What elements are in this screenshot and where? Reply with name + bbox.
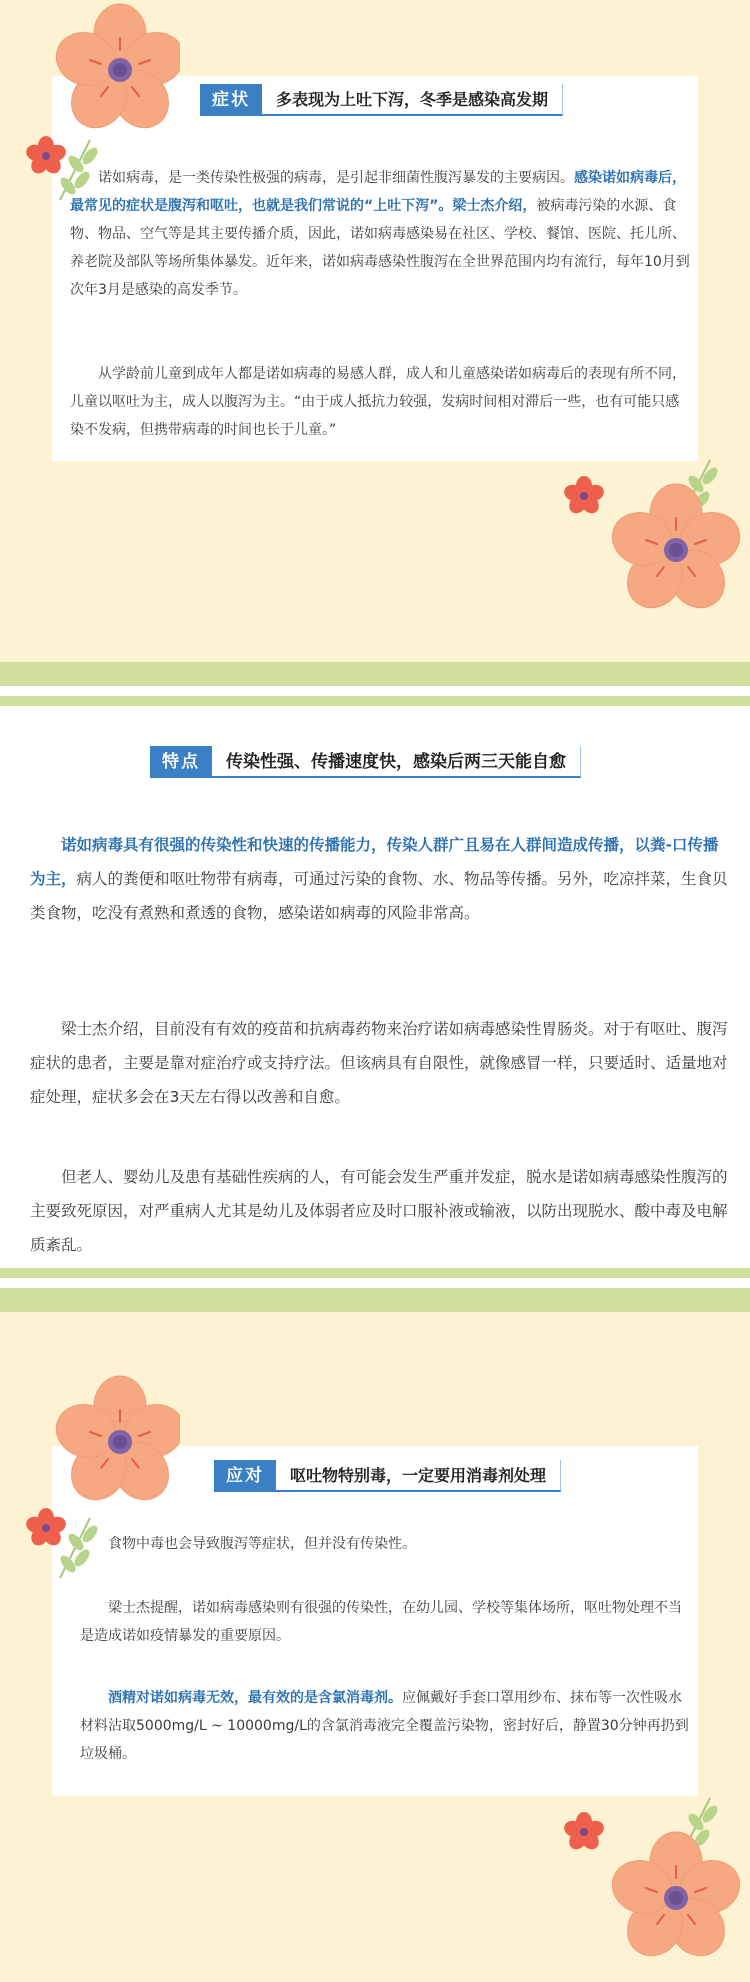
- divider-stripe: [0, 1268, 750, 1278]
- section2-heading: [150, 746, 581, 778]
- section1-tag: 症状: [200, 84, 262, 116]
- flower-decoration-section3-left: [20, 1372, 180, 1602]
- section1-heading: [200, 84, 563, 116]
- section2-paragraph-1: [30, 828, 730, 930]
- section1-p1-highlight: 感染诺如病毒后，最常见的症状是腹泻和呕吐，也就是我们常说的“上吐下泻”。: [70, 170, 686, 214]
- section2-paragraph-3: 但老人、婴幼儿及患有基础性疾病的人，有可能会发生严重并发症，脱水是诺如病毒感染性腹泻的主要致死原因，对严重病人尤其是幼儿及体弱者应及时口服补液或输液，以防出现脱水、酸中毒及电解质紊乱。: [30, 1168, 728, 1254]
- flower-decoration-section3-right: [560, 1758, 750, 1978]
- section1-p1-highlight-2: 梁士杰介绍，: [452, 198, 537, 214]
- section3-p3-highlight: 酒精对诺如病毒无效，最有效的是含氯消毒剂。: [108, 1690, 402, 1706]
- flower-decoration-top-left: [20, 0, 180, 230]
- section2-title: 传染性强、传播速度快，感染后两三天能自愈: [212, 746, 581, 778]
- section1-p1-text-2: 被病毒污染的水源、食物、物品、空气等是其主要传播介质，因此，诺如病毒感染易在社区、学校、餐馆、医院、托儿所、养老院及部队等场所集体暴发。近年来，诺如病毒感染性腹泻在全世界范围内均有流行，每年10月到次年3月是感染的高发季节。: [70, 198, 690, 298]
- section3-paragraph-1: 食物中毒也会导致腹泻等症状，但并没有传染性。: [108, 1536, 416, 1552]
- divider-stripe: [0, 1288, 750, 1312]
- section2-p1-text: 病人的粪便和呕吐物带有病毒，可通过污染的食物、水、物品等传播。另外，吃凉拌菜，生食贝类食物，吃没有煮熟和煮透的食物，感染诺如病毒的风险非常高。: [30, 870, 728, 922]
- section3-title: 呕吐物特别毒，一定要用消毒剂处理: [276, 1460, 561, 1492]
- section1-p1-text: 诺如病毒，是一类传染性极强的病毒，是引起非细菌性腹泻暴发的主要病因。: [98, 170, 574, 186]
- section3-tag: 应对: [214, 1460, 276, 1492]
- divider-gap: [0, 1278, 750, 1288]
- flower-decoration-bottom-right: [560, 420, 750, 640]
- section1-paragraph-2: 从学龄前儿童到成年人都是诺如病毒的易感人群，成人和儿童感染诺如病毒后的表现有所不同，儿童以呕吐为主，成人以腹泻为主。“由于成人抵抗力较强，发病时间相对滞后一些，也有可能只感染不发病，但携带病毒的时间也长于儿童。”: [70, 366, 686, 438]
- section2-p1-highlight: 诺如病毒具有很强的传染性和快速的传播能力，传染人群广且易在人群间造成传播，以粪-口传播为主，: [30, 836, 719, 888]
- divider-stripe: [0, 662, 750, 686]
- section2-paragraph-2: 梁士杰介绍，目前没有有效的疫苗和抗病毒药物来治疗诺如病毒感染性胃肠炎。对于有呕吐、腹泻症状的患者，主要是靠对症治疗或支持疗法。但该病具有自限性，就像感冒一样，只要适时、适量地对症处理，症状多会在3天左右得以改善和自愈。: [30, 1020, 728, 1106]
- divider-stripe: [0, 696, 750, 706]
- section1-title: 多表现为上吐下泻，冬季是感染高发期: [262, 84, 563, 116]
- section3-paragraph-3: [80, 1684, 690, 1768]
- section3-p3-text: 应佩戴好手套口罩用纱布、抹布等一次性吸水材料沾取5000mg/L ~ 10000mg/L的含氯消毒液完全覆盖污染物，密封好后，静置30分钟再扔到垃圾桶。: [80, 1690, 689, 1762]
- section3-paragraph-2: 梁士杰提醒，诺如病毒感染则有很强的传染性，在幼儿园、学校等集体场所，呕吐物处理不当是造成诺如疫情暴发的重要原因。: [80, 1600, 682, 1644]
- section3-heading: [214, 1460, 561, 1492]
- section2-tag: 特点: [150, 746, 212, 778]
- divider-gap: [0, 686, 750, 696]
